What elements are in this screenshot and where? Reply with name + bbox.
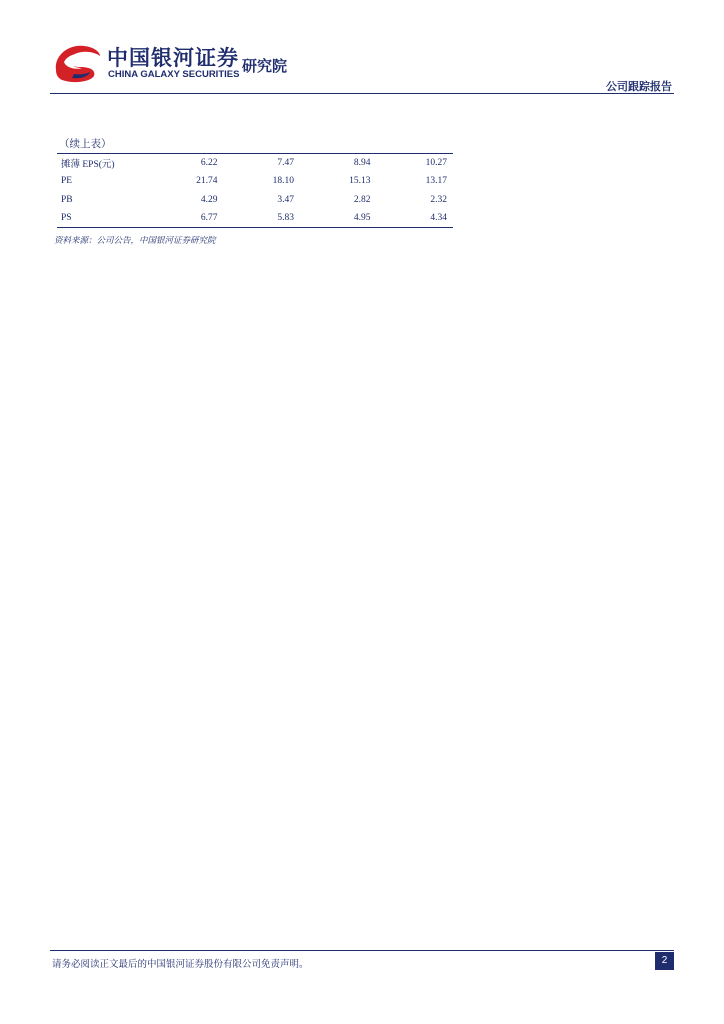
table-cell: 8.94 bbox=[300, 154, 377, 173]
table-row bbox=[57, 154, 453, 173]
table-cell: 15.13 bbox=[349, 176, 371, 187]
header-divider bbox=[50, 93, 674, 94]
disclaimer-text: 请务必阅读正文最后的中国银河证券股份有限公司免责声明。 bbox=[52, 959, 309, 970]
table-caption: （续上表） bbox=[59, 138, 112, 150]
page-number: 2 bbox=[655, 952, 674, 970]
row-label: PE bbox=[61, 176, 73, 187]
table-cell: 21.74 bbox=[196, 176, 218, 187]
table-cell: 4.34 bbox=[377, 209, 454, 228]
row-label: PS bbox=[57, 209, 147, 228]
table-cell: 4.95 bbox=[300, 209, 377, 228]
table-cell: 18.10 bbox=[272, 176, 294, 187]
china-galaxy-logo-icon bbox=[50, 40, 102, 84]
report-type-label: 公司跟踪报告 bbox=[606, 80, 672, 93]
table-row bbox=[57, 172, 453, 191]
brand-name-cn: 中国银河证券 bbox=[107, 46, 239, 70]
table-cell: 2.82 bbox=[353, 194, 371, 205]
valuation-table bbox=[57, 153, 453, 228]
table-row bbox=[57, 191, 453, 210]
row-label: 摊薄 EPS(元) bbox=[57, 154, 147, 173]
brand-name-en: CHINA GALAXY SECURITIES bbox=[108, 69, 240, 80]
footer-divider bbox=[50, 950, 674, 951]
table-cell: 13.17 bbox=[425, 176, 447, 187]
table-row bbox=[57, 209, 453, 228]
table-cell: 3.47 bbox=[277, 194, 294, 205]
table-cell: 7.47 bbox=[224, 154, 301, 173]
table-cell: 6.22 bbox=[147, 154, 224, 173]
table-cell: 5.83 bbox=[224, 209, 301, 228]
page-header bbox=[0, 0, 724, 96]
table-cell: 10.27 bbox=[377, 154, 454, 173]
table-cell: 6.77 bbox=[147, 209, 224, 228]
row-label: PB bbox=[61, 194, 73, 205]
table-cell: 2.32 bbox=[430, 194, 447, 205]
brand-sub-label: 研究院 bbox=[242, 57, 288, 75]
table-cell: 4.29 bbox=[200, 194, 218, 205]
table-source-note: 资料来源：公司公告，中国银河证券研究院 bbox=[54, 236, 216, 246]
